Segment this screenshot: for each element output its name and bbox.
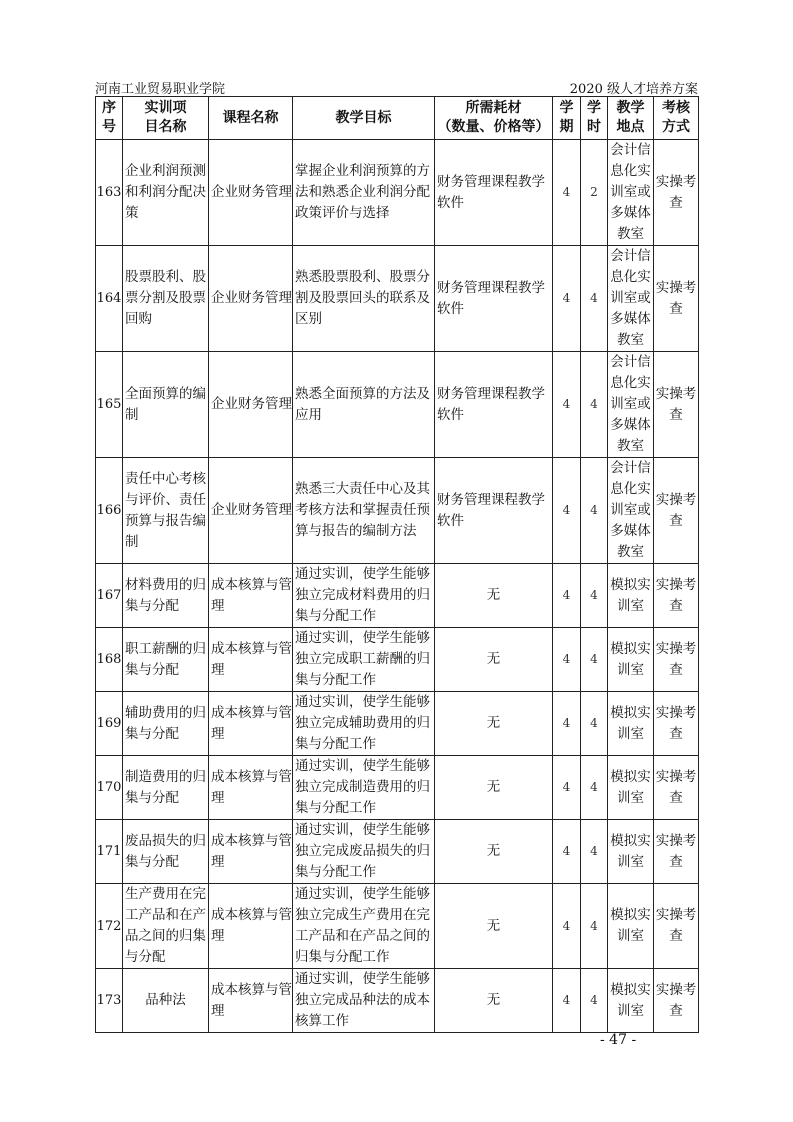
- col-header-assessment: 考核 方式: [654, 97, 699, 140]
- table-row: [96, 628, 699, 692]
- cell-seq: 172: [96, 884, 123, 969]
- cell-course: 企业财务管理: [209, 458, 293, 564]
- cell-assessment: 实操考查: [654, 884, 699, 969]
- cell-item: 股票股利、股票分割及股票回购: [123, 246, 209, 352]
- cell-assessment: 实操考查: [654, 969, 699, 1033]
- cell-term: 4: [553, 140, 581, 246]
- cell-course: 企业财务管理: [209, 352, 293, 458]
- cell-item: 制造费用的归集与分配: [123, 756, 209, 820]
- cell-hours: 4: [581, 692, 608, 756]
- cell-seq: 167: [96, 564, 123, 628]
- cell-hours: 4: [581, 756, 608, 820]
- cell-seq: 164: [96, 246, 123, 352]
- cell-materials: 财务管理课程教学软件: [435, 352, 553, 458]
- cell-seq: 168: [96, 628, 123, 692]
- table-header-row: [96, 97, 699, 140]
- cell-hours: 4: [581, 564, 608, 628]
- page-number: - 47 -: [600, 1032, 637, 1048]
- cell-course: 成本核算与管理: [209, 564, 293, 628]
- cell-course: 成本核算与管理: [209, 969, 293, 1033]
- cell-materials: 财务管理课程教学软件: [435, 140, 553, 246]
- cell-hours: 4: [581, 884, 608, 969]
- cell-seq: 165: [96, 352, 123, 458]
- col-header-location: 教学 地点: [608, 97, 654, 140]
- cell-goal: 通过实训，使学生能够独立完成制造费用的归集与分配工作: [293, 756, 435, 820]
- cell-assessment: 实操考查: [654, 246, 699, 352]
- cell-goal: 通过实训，使学生能够独立完成辅助费用的归集与分配工作: [293, 692, 435, 756]
- cell-materials: 无: [435, 969, 553, 1033]
- cell-assessment: 实操考查: [654, 692, 699, 756]
- cell-goal: 通过实训，使学生能够独立完成生产费用在完工产品和在产品之间的归集与分配工作: [293, 884, 435, 969]
- cell-course: 成本核算与管理: [209, 756, 293, 820]
- cell-item: 责任中心考核与评价、责任预算与报告编制: [123, 458, 209, 564]
- training-projects-table: [95, 96, 699, 1033]
- cell-hours: 4: [581, 246, 608, 352]
- table-row: [96, 458, 699, 564]
- cell-term: 4: [553, 969, 581, 1033]
- table-row: [96, 969, 699, 1033]
- cell-materials: 无: [435, 564, 553, 628]
- cell-term: 4: [553, 756, 581, 820]
- cell-seq: 171: [96, 820, 123, 884]
- cell-location: 模拟实训室: [608, 756, 654, 820]
- cell-materials: 财务管理课程教学软件: [435, 246, 553, 352]
- col-header-term: 学 期: [553, 97, 581, 140]
- cell-term: 4: [553, 628, 581, 692]
- cell-assessment: 实操考查: [654, 352, 699, 458]
- cell-location: 模拟实训室: [608, 969, 654, 1033]
- cell-materials: 无: [435, 692, 553, 756]
- header-doc-title: 2020 级人才培养方案: [569, 82, 698, 97]
- col-header-item: 实训项 目名称: [123, 97, 209, 140]
- cell-item: 企业利润预测和利润分配决策: [123, 140, 209, 246]
- cell-course: 成本核算与管理: [209, 884, 293, 969]
- header-school-name: 河南工业贸易职业学院: [95, 82, 226, 97]
- cell-location: 模拟实训室: [608, 884, 654, 969]
- cell-item: 品种法: [123, 969, 209, 1033]
- cell-item: 全面预算的编制: [123, 352, 209, 458]
- cell-seq: 170: [96, 756, 123, 820]
- cell-location: 模拟实训室: [608, 692, 654, 756]
- cell-location: 会计信息化实训室或多媒体教室: [608, 352, 654, 458]
- cell-course: 成本核算与管理: [209, 820, 293, 884]
- cell-goal: 熟悉全面预算的方法及应用: [293, 352, 435, 458]
- cell-item: 材料费用的归集与分配: [123, 564, 209, 628]
- cell-location: 模拟实训室: [608, 628, 654, 692]
- col-header-course: 课程名称: [209, 97, 293, 140]
- cell-goal: 通过实训，使学生能够独立完成职工薪酬的归集与分配工作: [293, 628, 435, 692]
- cell-materials: 无: [435, 884, 553, 969]
- cell-course: 企业财务管理: [209, 140, 293, 246]
- cell-item: 辅助费用的归集与分配: [123, 692, 209, 756]
- cell-item: 废品损失的归集与分配: [123, 820, 209, 884]
- col-header-materials: 所需耗材 （数量、价格等）: [435, 97, 553, 140]
- cell-materials: 无: [435, 628, 553, 692]
- cell-assessment: 实操考查: [654, 458, 699, 564]
- table-row: [96, 246, 699, 352]
- cell-location: 会计信息化实训室或多媒体教室: [608, 246, 654, 352]
- cell-assessment: 实操考查: [654, 628, 699, 692]
- cell-term: 4: [553, 692, 581, 756]
- cell-hours: 4: [581, 820, 608, 884]
- col-header-hours: 学 时: [581, 97, 608, 140]
- cell-goal: 通过实训，使学生能够独立完成品种法的成本核算工作: [293, 969, 435, 1033]
- table-row: [96, 884, 699, 969]
- table-row: [96, 820, 699, 884]
- cell-materials: 财务管理课程教学软件: [435, 458, 553, 564]
- cell-item: 职工薪酬的归集与分配: [123, 628, 209, 692]
- cell-location: 模拟实训室: [608, 564, 654, 628]
- cell-seq: 173: [96, 969, 123, 1033]
- cell-seq: 169: [96, 692, 123, 756]
- cell-goal: 通过实训，使学生能够独立完成材料费用的归集与分配工作: [293, 564, 435, 628]
- cell-course: 成本核算与管理: [209, 692, 293, 756]
- cell-hours: 4: [581, 969, 608, 1033]
- cell-goal: 掌握企业利润预算的方法和熟悉企业利润分配政策评价与选择: [293, 140, 435, 246]
- cell-assessment: 实操考查: [654, 756, 699, 820]
- cell-course: 成本核算与管理: [209, 628, 293, 692]
- cell-course: 企业财务管理: [209, 246, 293, 352]
- table-row: [96, 352, 699, 458]
- cell-assessment: 实操考查: [654, 564, 699, 628]
- page-header: [95, 76, 698, 97]
- table-row: [96, 756, 699, 820]
- col-header-seq: 序 号: [96, 97, 123, 140]
- cell-assessment: 实操考查: [654, 820, 699, 884]
- cell-seq: 163: [96, 140, 123, 246]
- cell-location: 会计信息化实训室或多媒体教室: [608, 140, 654, 246]
- cell-hours: 2: [581, 140, 608, 246]
- cell-hours: 4: [581, 628, 608, 692]
- cell-term: 4: [553, 564, 581, 628]
- cell-materials: 无: [435, 756, 553, 820]
- cell-term: 4: [553, 352, 581, 458]
- cell-hours: 4: [581, 458, 608, 564]
- cell-term: 4: [553, 820, 581, 884]
- cell-term: 4: [553, 246, 581, 352]
- col-header-goal: 教学目标: [293, 97, 435, 140]
- cell-item: 生产费用在完工产品和在产品之间的归集与分配: [123, 884, 209, 969]
- table-row: [96, 692, 699, 756]
- cell-seq: 166: [96, 458, 123, 564]
- cell-location: 模拟实训室: [608, 820, 654, 884]
- cell-goal: 熟悉股票股利、股票分割及股票回头的联系及区别: [293, 246, 435, 352]
- cell-goal: 熟悉三大责任中心及其考核方法和掌握责任预算与报告的编制方法: [293, 458, 435, 564]
- cell-goal: 通过实训，使学生能够独立完成废品损失的归集与分配工作: [293, 820, 435, 884]
- cell-location: 会计信息化实训室或多媒体教室: [608, 458, 654, 564]
- table-row: [96, 564, 699, 628]
- table-row: [96, 140, 699, 246]
- cell-term: 4: [553, 458, 581, 564]
- cell-hours: 4: [581, 352, 608, 458]
- cell-term: 4: [553, 884, 581, 969]
- cell-materials: 无: [435, 820, 553, 884]
- cell-assessment: 实操考查: [654, 140, 699, 246]
